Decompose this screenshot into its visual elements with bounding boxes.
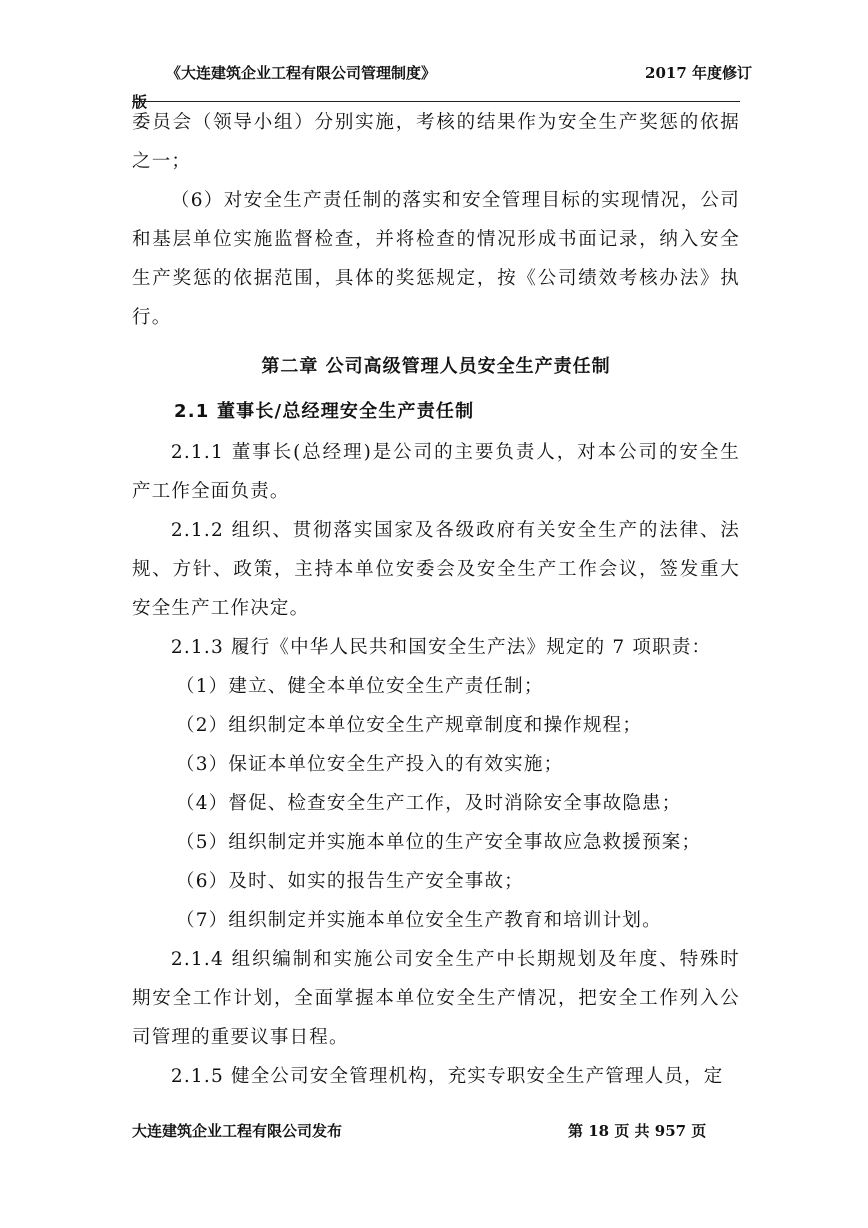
section-heading: 2.1 董事长/总经理安全生产责任制 bbox=[174, 401, 475, 422]
edition-label-cont: 版 bbox=[132, 93, 148, 111]
paragraph: 2.1.4 组织编制和实施公司安全生产中长期规划及年度、特殊时期安全工作计划，全面掌握本单位安全生产情况，把安全工作列入公司管理的重要议事日程。 bbox=[132, 949, 740, 1048]
paragraph: 2.1.3 履行《中华人民共和国安全生产法》规定的 7 项职责： bbox=[170, 637, 712, 658]
paragraph: 2.1.5 健全公司安全管理机构，充实专职安全生产管理人员，定 bbox=[170, 1066, 724, 1087]
list-item: （5）组织制定并实施本单位的生产安全事故应急救援预案； bbox=[176, 832, 702, 853]
list-item: （1）建立、健全本单位安全生产责任制； bbox=[176, 676, 544, 697]
list-item: （2）组织制定本单位安全生产规章制度和操作规程； bbox=[176, 715, 643, 736]
paragraph: 2.1.1 董事长(总经理)是公司的主要负责人，对本公司的安全生产工作全面负责。 bbox=[132, 442, 740, 502]
paragraph: （6）对安全生产责任制的落实和安全管理目标的实现情况，公司和基层单位实施监督检查，并将检查的情况形成书面记录，纳入安全生产奖惩的依据范围，具体的奖惩规定，按《公司绩效考核办法》执行。 bbox=[132, 190, 740, 328]
list-item: （7）组织制定并实施本单位安全生产教育和培训计划。 bbox=[176, 910, 662, 931]
paragraph: 委员会（领导小组）分别实施，考核的结果作为安全生产奖惩的依据之一； bbox=[132, 112, 740, 172]
document-title: 《大连建筑企业工程有限公司管理制度》 bbox=[166, 64, 437, 82]
chapter-heading: 第二章 公司高级管理人员安全生产责任制 bbox=[261, 356, 611, 377]
list-item: （6）及时、如实的报告生产安全事故； bbox=[176, 871, 524, 892]
publisher-label: 大连建筑企业工程有限公司发布 bbox=[132, 1122, 343, 1140]
list-item: （3）保证本单位安全生产投入的有效实施； bbox=[176, 754, 564, 775]
list-item: （4）督促、检查安全生产工作，及时消除安全事故隐患； bbox=[176, 793, 682, 814]
header-rule bbox=[132, 101, 740, 102]
page-number: 第 18 页 共 957 页 bbox=[568, 1122, 707, 1140]
document-body bbox=[132, 103, 740, 1096]
paragraph: 2.1.2 组织、贯彻落实国家及各级政府有关安全生产的法律、法规、方针、政策，主持本单位安委会及安全生产工作会议，签发重大安全生产工作决定。 bbox=[132, 520, 740, 619]
edition-label: 2017 年度修订 bbox=[645, 64, 752, 82]
